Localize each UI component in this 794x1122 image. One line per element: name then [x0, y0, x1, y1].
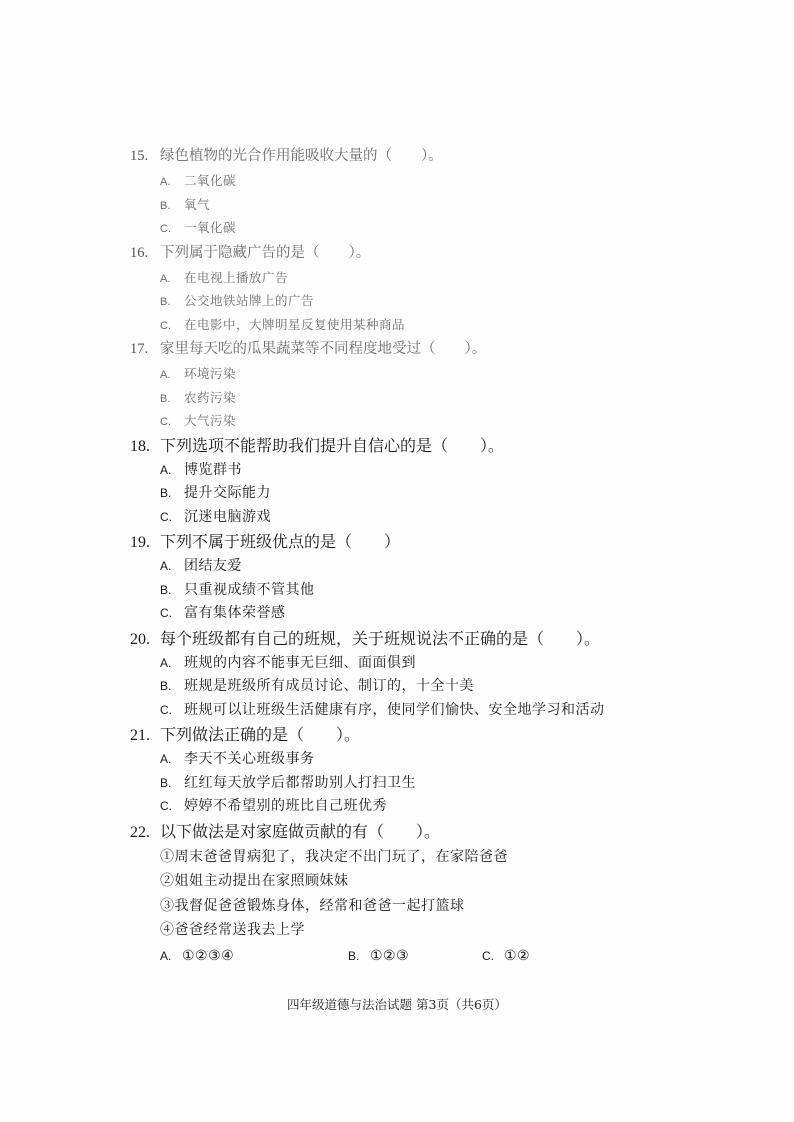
page-footer: 四年级道德与法治试题 第3页（共6页）	[287, 997, 507, 1012]
question-text: 每个班级都有自己的班规，关于班规说法不正确的是（ ）。	[160, 628, 601, 648]
statement-2: ②姐姐主动提出在家照顾妹妹	[160, 873, 349, 889]
option-text: 沉迷电脑游戏	[184, 508, 271, 525]
option-b	[130, 289, 750, 313]
question-number: 22.	[130, 823, 150, 841]
question-stem	[130, 626, 750, 652]
option-text: 班规的内容不能事无巨细、面面俱到	[184, 654, 416, 671]
question-17	[130, 336, 750, 433]
option-text: ①②	[504, 947, 531, 964]
option-b	[130, 482, 750, 506]
question-text: 绿色植物的光合作用能吸收大量的（ ）。	[160, 148, 443, 164]
option-text: 环境污染	[184, 366, 237, 381]
option-text: 班规是班级所有成员讨论、制订的，十全十美	[184, 678, 474, 694]
option-letter: B.	[160, 582, 172, 597]
option-b	[348, 943, 482, 969]
option-text: 氧气	[184, 196, 211, 212]
question-list	[130, 143, 750, 969]
question-stem	[130, 336, 750, 362]
question-18	[130, 433, 750, 530]
option-letter: A.	[160, 462, 172, 477]
question-text: 以下做法是对家庭做贡献的有（ ）。	[160, 821, 441, 841]
option-text: 班规可以让班级生活健康有序，使同学们愉快、安全地学习和活动	[184, 701, 605, 718]
question-number: 18.	[130, 437, 150, 455]
option-a	[160, 943, 348, 969]
option-c	[130, 216, 750, 240]
option-text: 农药污染	[184, 389, 237, 405]
option-letter: C.	[160, 702, 172, 717]
option-letter: C.	[160, 509, 172, 524]
option-letter: B.	[160, 679, 172, 693]
statement-4: ④爸爸经常送我去上学	[160, 922, 305, 938]
option-text: 婷婷不希望别的班比自己班优秀	[184, 798, 387, 814]
option-text: 在电视上播放广告	[184, 269, 289, 285]
question-21	[130, 722, 750, 819]
statement-1: ①周末爸爸胃病犯了，我决定不出门玩了，在家陪爸爸	[160, 848, 508, 865]
question-stem	[130, 529, 750, 555]
option-letter: C.	[482, 948, 494, 963]
option-text: ①②③	[370, 947, 410, 964]
option-letter: A.	[160, 272, 171, 285]
option-text: ①②③④	[182, 947, 235, 964]
option-letter: B.	[348, 948, 360, 963]
option-letter: A.	[160, 369, 171, 381]
question-text: 下列做法正确的是（ ）。	[160, 725, 361, 744]
option-letter: A.	[160, 655, 172, 670]
option-a	[130, 459, 750, 483]
option-letter: C.	[160, 799, 172, 813]
question-text: 家里每天吃的瓜果蔬菜等不同程度地受过（ ）。	[160, 341, 487, 357]
option-text: 博览群书	[184, 461, 242, 478]
option-text: 红红每天放学后都帮助别人打扫卫生	[184, 774, 416, 791]
question-number: 20.	[130, 630, 150, 648]
question-stem	[130, 722, 750, 748]
question-text: 下列属于隐藏广告的是（ ）。	[160, 244, 371, 261]
option-letter: A.	[160, 559, 172, 573]
option-letter: B.	[160, 392, 171, 405]
question-number: 19.	[130, 534, 150, 551]
question-stem	[130, 819, 750, 845]
question-stem	[130, 240, 750, 266]
option-a	[130, 652, 750, 676]
option-b	[130, 579, 750, 603]
option-a	[130, 555, 750, 579]
option-c	[482, 943, 530, 969]
question-text: 下列选项不能帮助我们提升自信心的是（ ）。	[160, 435, 505, 455]
option-letter: A.	[160, 176, 171, 188]
option-letter: C.	[160, 319, 171, 332]
question-stem	[130, 433, 750, 459]
answer-choices	[130, 943, 750, 969]
question-22	[130, 819, 750, 969]
question-16	[130, 240, 750, 337]
statement-3: ③我督促爸爸锻炼身体，经常和爸爸一起打篮球	[160, 897, 465, 914]
option-text: 在电影中，大牌明星反复使用某种商品	[184, 316, 406, 332]
option-b	[130, 386, 750, 410]
question-stem	[130, 143, 750, 169]
option-letter: A.	[160, 752, 172, 766]
option-b	[130, 772, 750, 796]
question-number: 15.	[130, 148, 149, 164]
question-number: 17.	[130, 341, 149, 357]
option-b	[130, 675, 750, 699]
option-text: 二氧化碳	[184, 173, 237, 188]
option-text: 提升交际能力	[184, 485, 271, 501]
question-number: 21.	[130, 727, 150, 744]
option-c	[130, 409, 750, 433]
option-text: 公交地铁站牌上的广告	[184, 293, 315, 308]
option-a	[130, 169, 750, 193]
option-a	[130, 748, 750, 772]
option-text: 团结友爱	[184, 558, 242, 574]
option-letter: B.	[160, 486, 172, 500]
option-letter: C.	[160, 223, 171, 235]
question-20	[130, 626, 750, 723]
question-19	[130, 529, 750, 626]
option-c	[130, 795, 750, 819]
question-15	[130, 143, 750, 240]
option-a	[130, 362, 750, 386]
option-letter: B.	[160, 775, 172, 790]
option-letter: C.	[160, 416, 171, 428]
option-letter: A.	[160, 948, 172, 963]
option-letter: B.	[160, 199, 171, 212]
option-text: 只重视成绩不管其他	[184, 581, 315, 598]
option-text: 富有集体荣誉感	[184, 605, 286, 621]
option-text: 大气污染	[184, 413, 237, 428]
option-c	[130, 699, 750, 723]
option-letter: C.	[160, 606, 172, 620]
question-text: 下列不属于班级优点的是（ ）	[160, 532, 401, 551]
option-c	[130, 506, 750, 530]
option-b	[130, 193, 750, 217]
option-c	[130, 602, 750, 626]
option-c	[130, 313, 750, 337]
option-a	[130, 266, 750, 290]
option-text: 李天不关心班级事务	[184, 751, 315, 767]
option-letter: B.	[160, 296, 171, 308]
question-number: 16.	[130, 244, 149, 261]
option-text: 一氧化碳	[184, 220, 237, 235]
